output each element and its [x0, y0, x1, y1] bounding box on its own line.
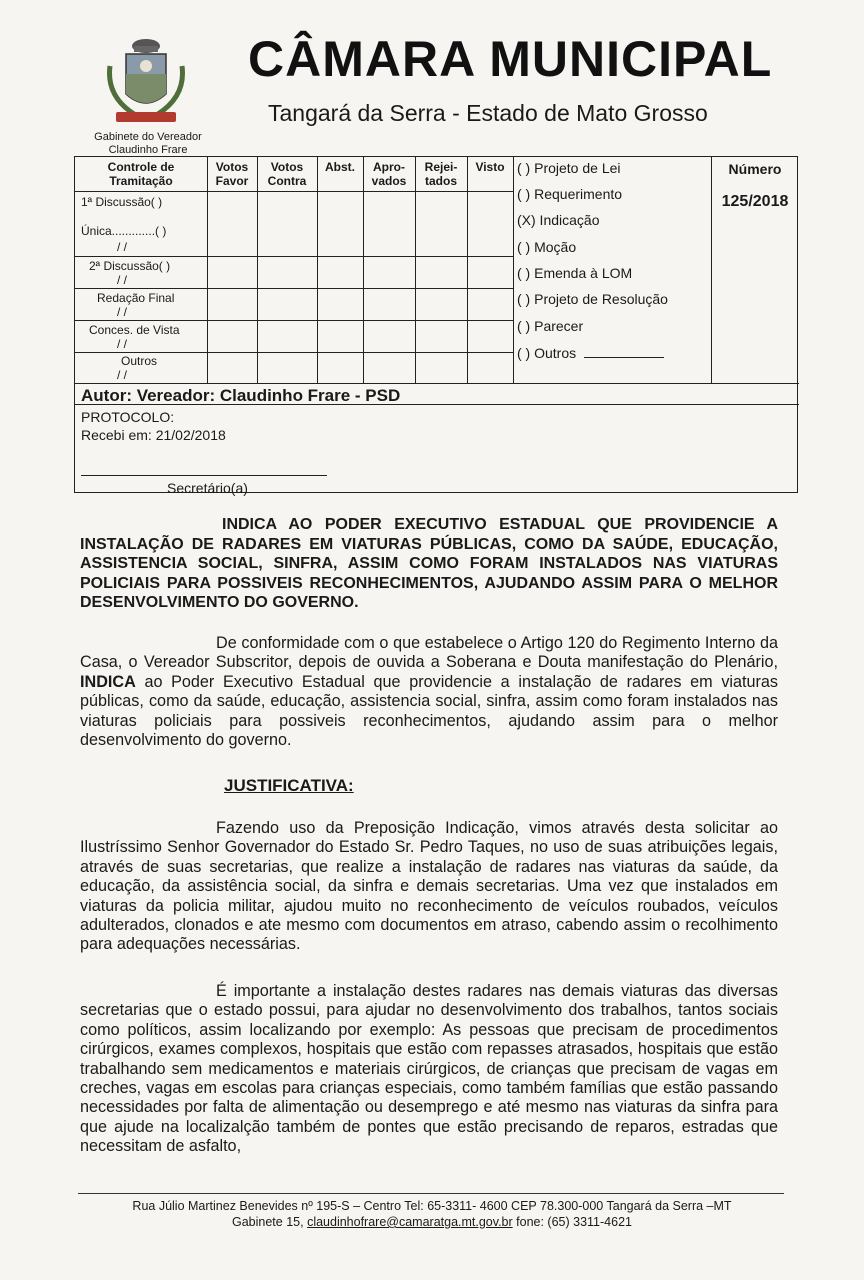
- p1-bold: INDICA: [80, 672, 136, 691]
- header-aprovados: Apro- vados: [371, 160, 407, 188]
- header-votos-contra: Votos Contra: [267, 160, 307, 188]
- footer-phone: fone: (65) 3311-4621: [512, 1215, 632, 1229]
- option-emenda-lom[interactable]: ( ) Emenda à LOM: [517, 265, 633, 281]
- row-1a-discussao: 1ª Discussão( ): [81, 195, 163, 209]
- option-outros-blank: [584, 357, 664, 358]
- page-title: CÂMARA MUNICIPAL: [248, 31, 773, 87]
- footer-email-link[interactable]: claudinhofrare@camaratga.mt.gov.br: [307, 1215, 513, 1229]
- row-2a-discussao: 2ª Discussão( ): [89, 259, 171, 273]
- page-subtitle: Tangará da Serra - Estado de Mato Grosso: [268, 100, 708, 126]
- row-2a-date: / /: [117, 273, 128, 287]
- option-projeto-resolucao[interactable]: ( ) Projeto de Resolução: [517, 291, 668, 307]
- option-parecer[interactable]: ( ) Parecer: [517, 318, 584, 334]
- p2-text: Fazendo uso da Preposição Indicação, vimos através desta solicitar ao Ilustríssimo Senhor Governador do Estado Sr. Pedro Taques, no uso de suas atribuições legais, através de suas secretarias, que realize a instalação de radares nas viaturas da saúde, da educação, da assistência social, da sinfra e demais secretarias. Uma vez que instalados em viaturas da policia militar, ajudou muito no reconhecimento de veículos roubados, veículos adulterados, clonados e ate mesmo com documentos em atraso, cabendo assim o recolhimento para adequações necessárias.: [80, 819, 778, 954]
- header-controle: Controle de Tramitação: [107, 160, 175, 188]
- row-unica: Única.............( ): [81, 224, 167, 238]
- row-redacao-date: / /: [117, 305, 128, 319]
- option-mocao[interactable]: ( ) Moção: [517, 239, 577, 255]
- author-line: Autor: Vereador: Claudinho Frare - PSD: [81, 386, 401, 405]
- row-conces-vista: Conces. de Vista: [89, 323, 180, 337]
- office-line-2: Claudinho Frare: [108, 144, 188, 156]
- municipal-coat-of-arms-icon: [104, 36, 188, 128]
- option-outros-label: ( ) Outros: [517, 345, 577, 361]
- justificativa-heading: JUSTIFICATIVA:: [224, 776, 354, 795]
- indica-heading: [80, 515, 778, 613]
- row-unica-date: / /: [117, 240, 128, 254]
- header-abst: Abst.: [325, 160, 355, 174]
- numero-header: Número: [728, 161, 782, 177]
- option-requerimento[interactable]: ( ) Requerimento: [517, 186, 623, 202]
- row-redacao-final: Redação Final: [97, 291, 175, 305]
- paragraph-2: [80, 819, 778, 955]
- p3-text: É importante a instalação destes radares nas demais viaturas das diversas secretarias que o estado possui, para ajudar no desenvolvimento dos trabalhos, tantos sociais como políticos, assim localizando por exemplo: As pessoas que precisam de procedimentos cirúrgicos, exames complexos, hospitais que estão com repasses atrasados, hospitais que estão trabalhando sem medicamentos e materiais cirúrgicos, de crianças que precisam de vagas em creches, vagas em escolas para crianças especiais, como também famílias que estão passando necessidades por falta de alimentação ou desemprego e até mesmo nas viaturas da sinfra para que ajude na localizalção também de pontes que estão precisando de reparos, estradas que necessitam de asfalto,: [80, 982, 778, 1156]
- protocolo-label: PROTOCOLO:: [81, 409, 175, 425]
- signature-line: [81, 475, 327, 476]
- footer-gabinete: Gabinete 15,: [232, 1215, 308, 1229]
- recebi-em: Recebi em: 21/02/2018: [81, 427, 226, 443]
- p1-text-a: De conformidade com o que estabelece o Artigo 120 do Regimento Interno da Casa, o Vereador Subscritor, depois de ouvida a Soberana e Douta manifestação do Plenário,: [80, 634, 778, 672]
- option-indicacao[interactable]: (X) Indicação: [517, 212, 600, 228]
- office-line-1: Gabinete do Vereador: [94, 131, 202, 143]
- row-outros-date: / /: [117, 368, 128, 382]
- option-projeto-de-lei[interactable]: ( ) Projeto de Lei: [517, 160, 621, 176]
- numero-value: 125/2018: [721, 193, 789, 210]
- p1-text-b: ao Poder Executivo Estadual que providencie a instalação de radares em viaturas públicas, como da saúde, educação, assistencia social, sinfra, assim como foram instalados nas viaturas policiais para possiveis reconhecimentos, ajudando assim para o melhor desenvolvimento do governo.: [80, 672, 778, 750]
- office-label: [78, 131, 218, 157]
- protocolo-block: [81, 408, 226, 444]
- row-outros: Outros: [121, 354, 158, 368]
- header-votos-favor: Votos Favor: [215, 160, 249, 188]
- option-outros[interactable]: [517, 345, 664, 361]
- header-rejeitados: Rejei- tados: [424, 160, 458, 188]
- footer-divider: [78, 1193, 784, 1194]
- footer-address: Rua Júlio Martinez Benevides nº 195-S – Centro Tel: 65-3311- 4600 CEP 78.300-000 Tangará da Serra –MT: [132, 1199, 732, 1213]
- secretario-label: Secretário(a): [167, 480, 248, 496]
- header-visto: Visto: [475, 160, 505, 174]
- paragraph-3: [80, 982, 778, 1157]
- indica-text: INDICA AO PODER EXECUTIVO ESTADUAL QUE PROVIDENCIE A INSTALAÇÃO DE RADARES EM VIATURAS PÚBLICAS, COMO DA SAÚDE, EDUCAÇÃO, ASSISTENCIA SOCIAL, SINFRA, ASSIM COMO FORAM INSTALADOS NAS VIATURAS POLICIAIS PARA POSSIVEIS RECONHECIMENTOS, AJUDANDO ASSIM PARA O MELHOR DESENVOLVIMENTO DO GOVERNO.: [80, 516, 778, 611]
- paragraph-1: [80, 634, 778, 750]
- footer-contact: [0, 1215, 864, 1229]
- row-conces-date: / /: [117, 337, 128, 351]
- tramitacao-form: [74, 156, 798, 496]
